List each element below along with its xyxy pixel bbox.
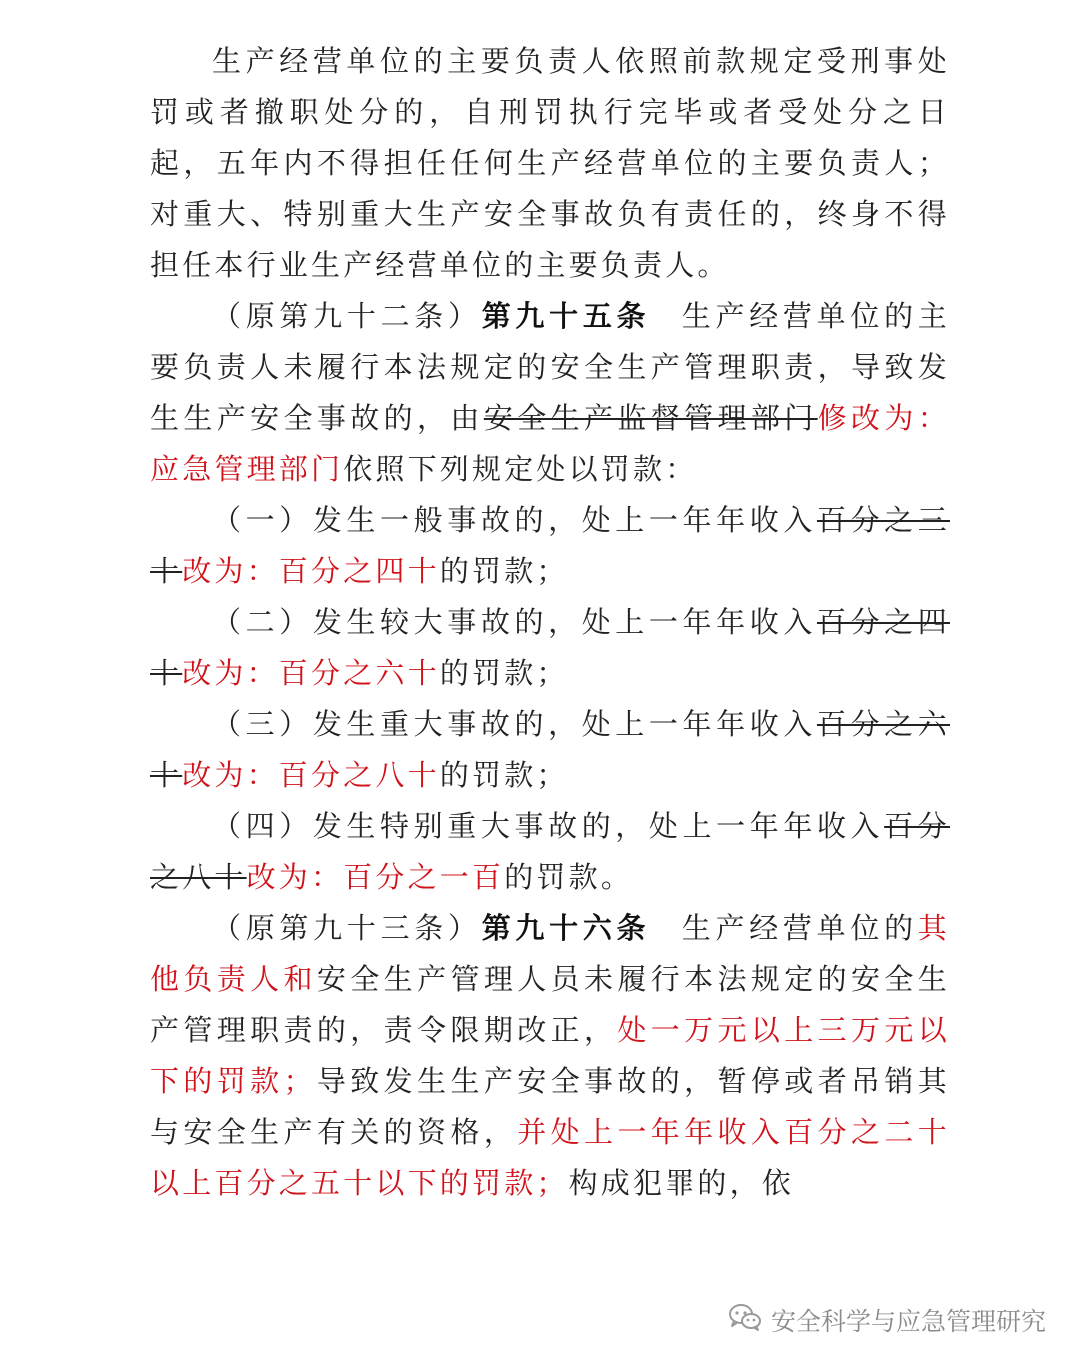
wechat-icon [727,1302,763,1338]
item-text: （一）发生一般事故的，处上一年年收入 [212,503,817,537]
item-text: （二）发生较大事故的，处上一年年收入 [212,605,817,639]
article-95 [150,291,950,495]
article-title: 第九十五条 [481,299,651,333]
revision-text: 改为：百分之一百 [246,860,505,894]
watermark-text: 安全科学与应急管理研究 [770,1307,1046,1336]
deleted-text: 百分之六十 [150,707,950,792]
revision-text: 改为：百分之八十 [182,758,440,792]
revision-text: 并处上一年年收入百分之二十以上百分之五十以下的罚款； [150,1115,950,1200]
article-text: 安全生产管理人员未履行本法规定的安全生产管理职责的，责令限期改正， [150,962,950,1047]
wechat-watermark [727,1298,1046,1342]
item-text: 的罚款； [439,758,569,792]
original-article-number: （原第九十二条） [212,299,482,333]
list-item [150,801,950,903]
revision-text: 改为：百分之六十 [182,656,440,690]
article-text: 依照下列规定处以罚款： [343,452,698,486]
deleted-text: 安全生产监督管理部门 [483,401,818,435]
item-text: （三）发生重大事故的，处上一年年收入 [212,707,817,741]
article-text: 构成犯罪的，依 [568,1166,795,1200]
revision-text: 改为：百分之四十 [182,554,440,588]
list-item [150,597,950,699]
article-text: 导致发生生产安全事故的，暂停或者吊销其与安全生产有关的资格， [150,1064,950,1149]
paragraph-text: 生产经营单位的主要负责人依照前款规定受刑事处罚或者撤职处分的，自刑罚执行完毕或者受处分之日起，五年内不得担任任何生产经营单位的主要负责人；对重大、特别重大生产安全事故负有责任的，终身不得担任本行业生产经营单位的主要负责人。 [150,44,950,282]
item-text: 的罚款； [439,656,569,690]
revision-text: 处一万元以上三万元以下的罚款； [150,1013,950,1098]
article-text: 生产经营单位的 [680,911,918,945]
item-text: 的罚款； [439,554,569,588]
deleted-text: 百分之三十 [150,503,950,588]
list-item [150,699,950,801]
item-text: 的罚款。 [504,860,634,894]
original-article-number: （原第九十三条） [212,911,482,945]
paragraph-main-responsible-ban [150,36,950,291]
document-body [150,36,950,1209]
deleted-text: 百分之八十 [150,809,950,894]
revision-text: 修改为：应急管理部门 [150,401,950,486]
article-title: 第九十六条 [481,911,651,945]
article-text: 生产经营单位的主要负责人未履行本法规定的安全生产管理职责，导致发生生产安全事故的，由 [150,299,950,435]
item-text: （四）发生特别重大事故的，处上一年年收入 [212,809,885,843]
article-96 [150,903,950,1209]
deleted-text: 百分之四十 [150,605,950,690]
list-item [150,495,950,597]
revision-text: 其他负责人和 [150,911,950,996]
